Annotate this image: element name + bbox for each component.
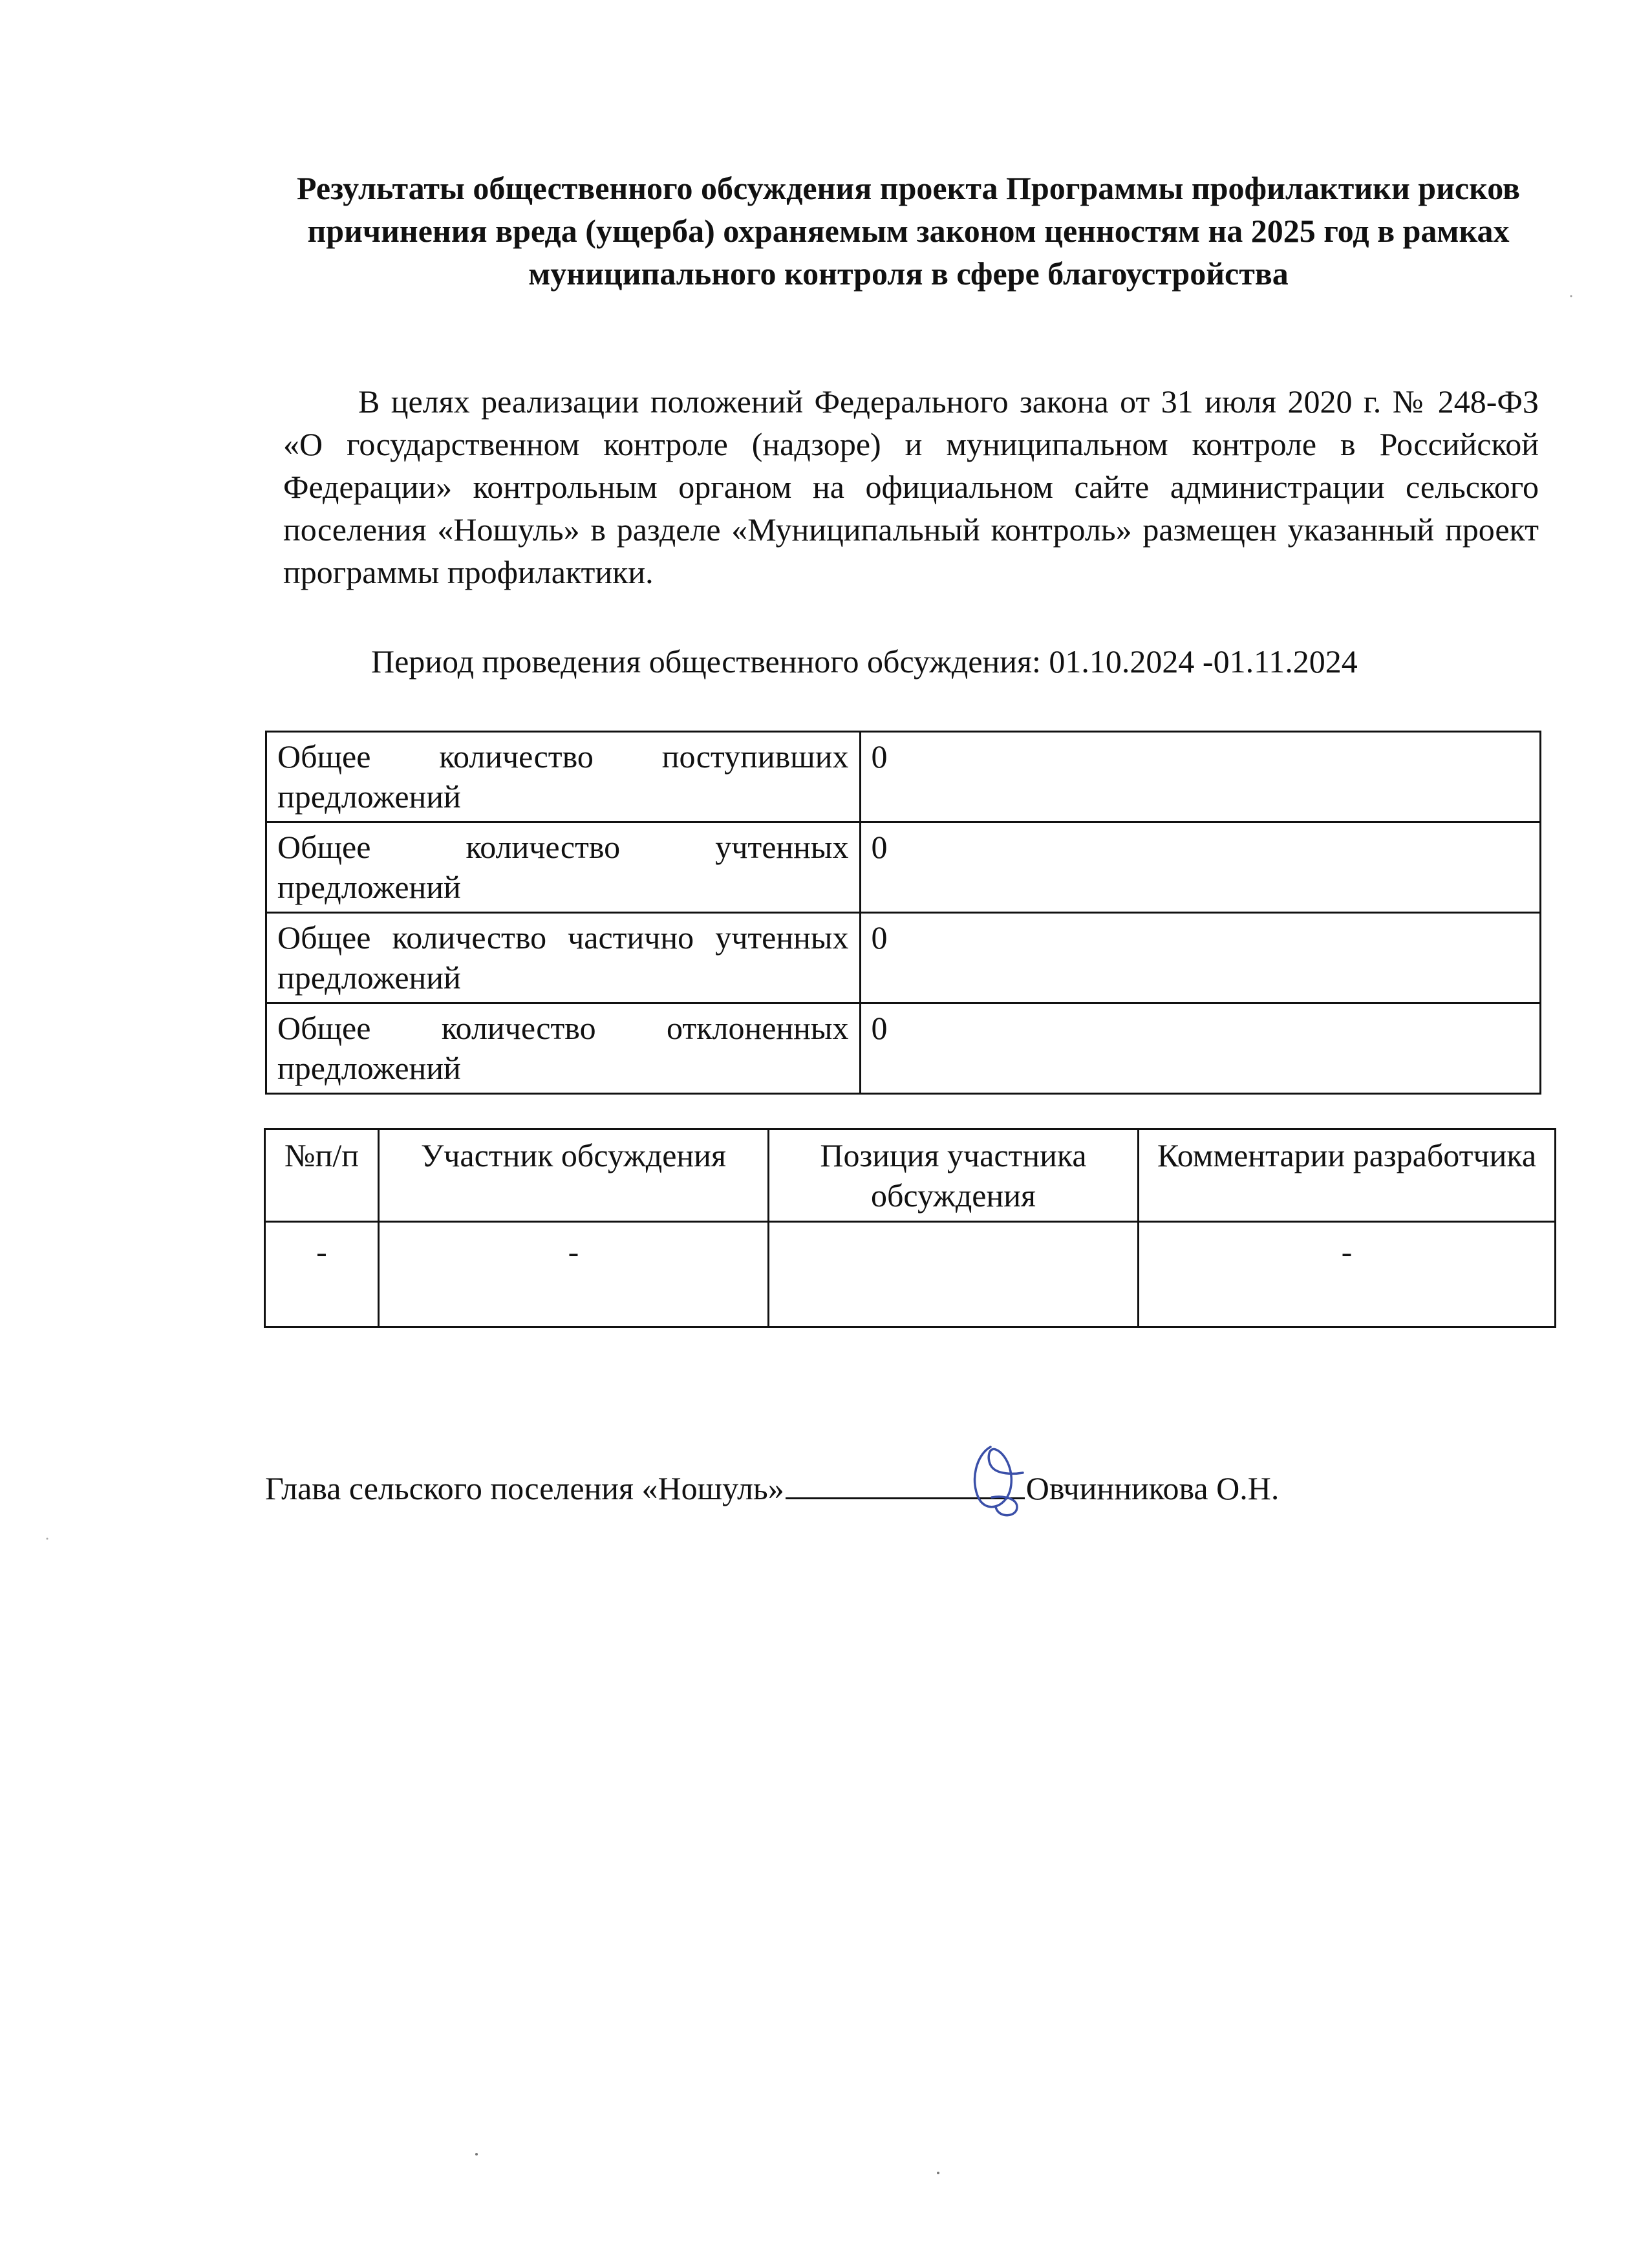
- table-cell: -: [265, 1222, 379, 1327]
- column-header: Участник обсуждения: [378, 1129, 768, 1222]
- table-row: [266, 822, 1541, 913]
- stats-table: [265, 731, 1541, 1095]
- table-row: [266, 732, 1541, 822]
- table-cell: -: [378, 1222, 768, 1327]
- handwritten-signature-icon: [950, 1435, 1047, 1526]
- page-title: Результаты общественного обсуждения проекта Программы профилактики рисков причинения вреда (ущерба) охраняемым законом ценностям на 2025 год в рамках муниципального контроля в сфере благоустройства: [297, 170, 1520, 292]
- signatory-position: Глава сельского поселения «Ношуль»: [265, 1470, 784, 1506]
- signature-line: [265, 1466, 1558, 1518]
- stats-label: Общее количество поступивших предложений: [266, 732, 861, 822]
- table-row: [265, 1222, 1556, 1327]
- stats-value: 0: [860, 732, 1541, 822]
- table-row: [266, 913, 1541, 1003]
- stats-label: Общее количество частично учтенных предложений: [266, 913, 861, 1003]
- column-header: №п/п: [265, 1129, 379, 1222]
- stats-label: Общее количество отклоненных предложений: [266, 1003, 861, 1094]
- table-cell: [768, 1222, 1138, 1327]
- stats-value: 0: [860, 913, 1541, 1003]
- column-header: Позиция участника обсуждения: [768, 1129, 1138, 1222]
- stats-value: 0: [860, 822, 1541, 913]
- table-row: [266, 1003, 1541, 1094]
- discussion-period: Период проведения общественного обсуждения: 01.10.2024 -01.11.2024: [371, 643, 1358, 679]
- stats-label: Общее количество учтенных предложений: [266, 822, 861, 913]
- table-header-row: [265, 1129, 1556, 1222]
- discussion-table: [264, 1128, 1556, 1328]
- column-header: Комментарии разработчика: [1139, 1129, 1556, 1222]
- table-cell: -: [1139, 1222, 1556, 1327]
- signatory-name: Овчинникова О.Н.: [1025, 1470, 1280, 1506]
- stats-value: 0: [860, 1003, 1541, 1094]
- intro-paragraph: В целях реализации положений Федерального закона от 31 июля 2020 г. № 248-ФЗ «О государственном контроле (надзоре) и муниципальном контроле в Российской Федерации» контрольным органом на официальном сайте администрации сельского поселения «Ношуль» в разделе «Муниципальный контроль» размещен указанный проект программы профилактики.: [283, 383, 1539, 590]
